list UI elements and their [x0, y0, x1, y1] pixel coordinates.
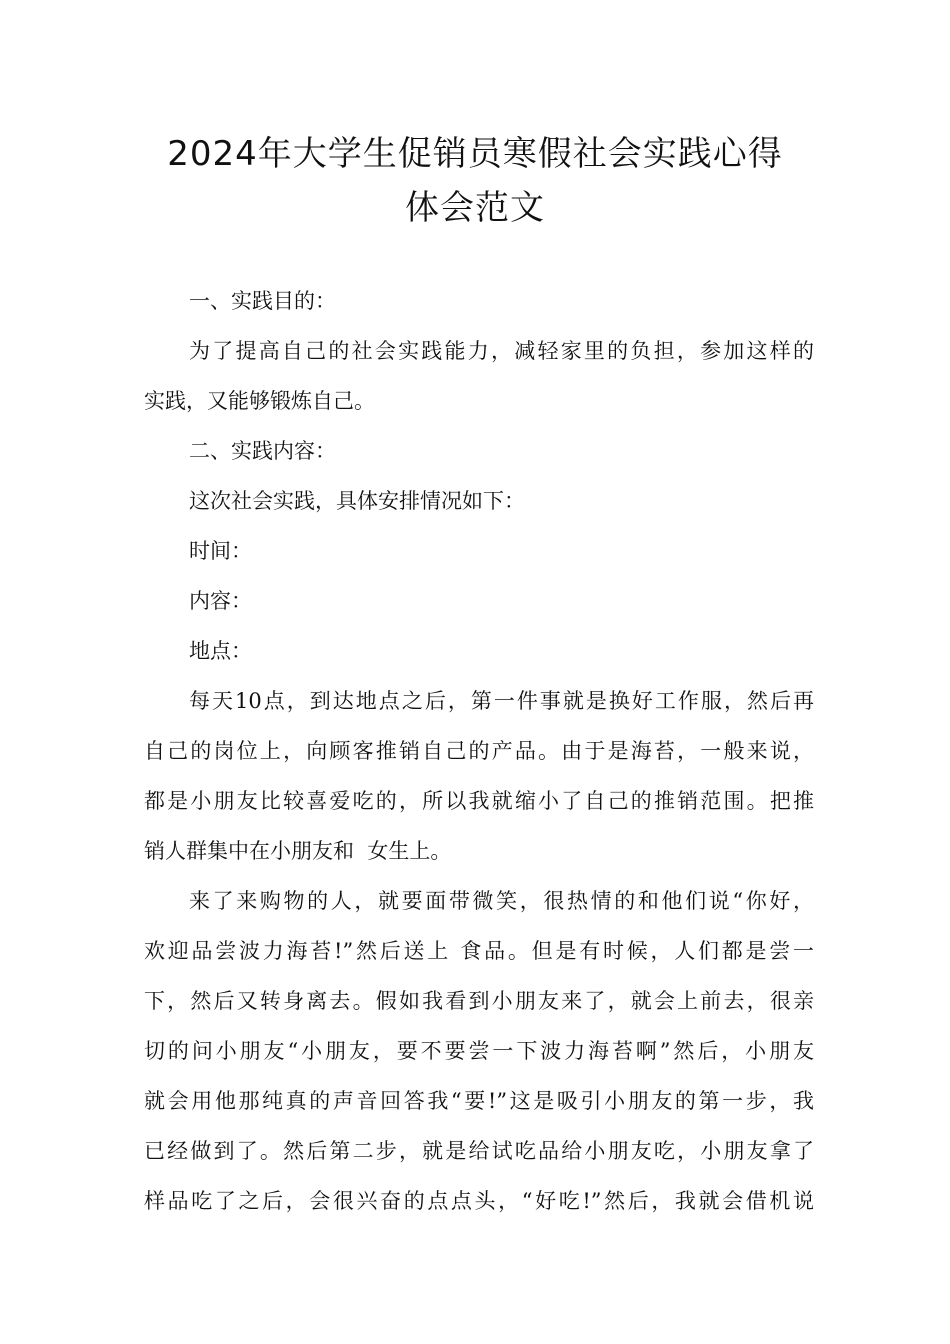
paragraph-line: 就会用他那纯真的声音回答我“要!”这是吸引小朋友的第一步，我	[144, 1089, 814, 1113]
paragraph-line: 已经做到了。然后第二步，就是给试吃品给小朋友吃，小朋友拿了	[144, 1139, 814, 1163]
paragraph-line: 销人群集中在小朋友和 女生上。	[144, 839, 452, 863]
field-label-time: 时间：	[189, 539, 252, 563]
field-label-content: 内容：	[189, 589, 252, 613]
paragraph-line: 来了来购物的人，就要面带微笑，很热情的和他们说“你好，	[189, 889, 814, 913]
paragraph-line: 为了提高自己的社会实践能力，减轻家里的负担，参加这样的	[189, 339, 814, 363]
paragraph-line: 下，然后又转身离去。假如我看到小朋友来了，就会上前去，很亲	[144, 989, 814, 1013]
paragraph-line: 每天10点，到达地点之后，第一件事就是换好工作服，然后再	[189, 689, 814, 713]
paragraph-line: 样品吃了之后，会很兴奋的点点头，“好吃!”然后，我就会借机说	[144, 1189, 814, 1213]
paragraph-line: 自己的岗位上，向顾客推销自己的产品。由于是海苔，一般来说，	[144, 739, 814, 763]
paragraph-line: 实践，又能够锻炼自己。	[144, 389, 375, 413]
section-heading-content: 二、实践内容：	[189, 439, 336, 463]
document-title-line-1: 2024年大学生促销员寒假社会实践心得	[167, 134, 783, 174]
paragraph-line: 这次社会实践，具体安排情况如下：	[189, 489, 525, 513]
paragraph-line: 切的问小朋友“小朋友，要不要尝一下波力海苔啊”然后，小朋友	[144, 1039, 814, 1063]
paragraph-line: 欢迎品尝波力海苔!”然后送上 食品。但是有时候，人们都是尝一	[144, 939, 814, 963]
document-title-line-2: 体会范文	[405, 188, 545, 228]
section-heading-purpose: 一、实践目的：	[189, 289, 336, 313]
field-label-location: 地点：	[189, 639, 252, 663]
paragraph-line: 都是小朋友比较喜爱吃的，所以我就缩小了自己的推销范围。把推	[144, 789, 814, 813]
